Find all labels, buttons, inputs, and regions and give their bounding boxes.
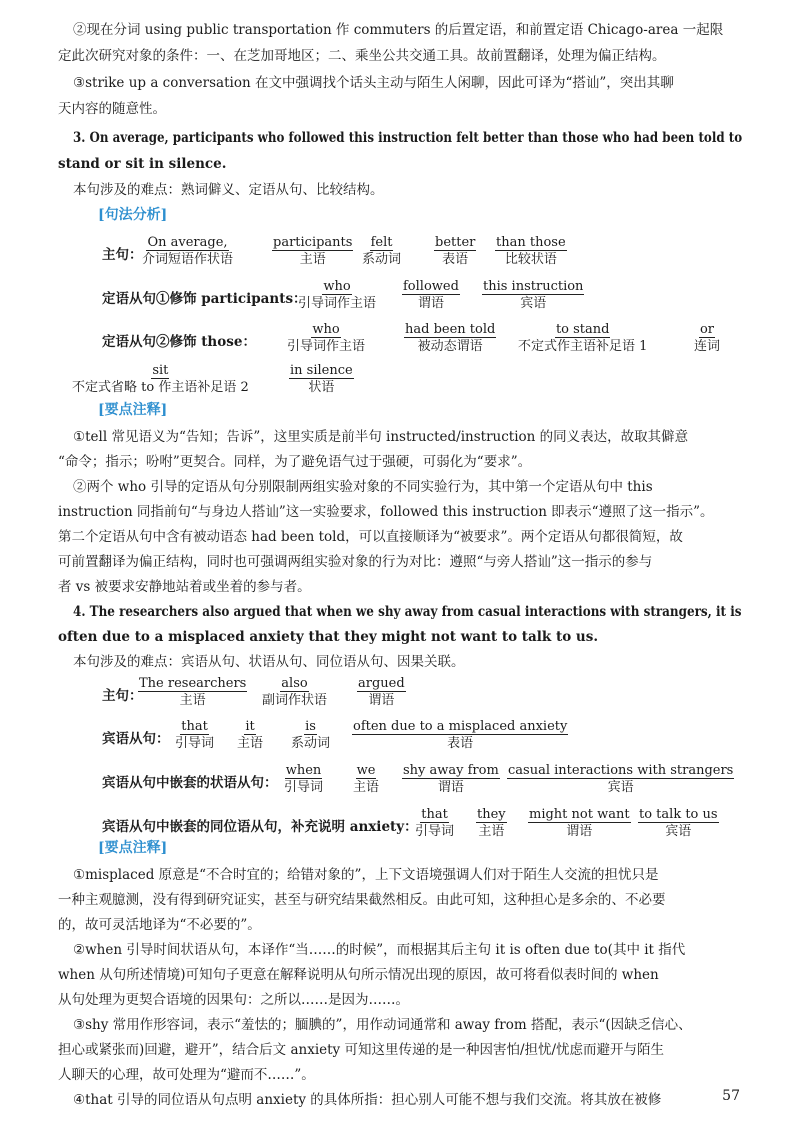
- s4-note-line: 担心或紧张而)回避，避开”，结合后文 anxiety 可知这里传递的是一种因害怕/担忧/忧虑而避开与陌生: [58, 1042, 665, 1058]
- s4-app-3: to talk to us 宾语: [639, 807, 718, 839]
- section-3-title-line-1: 3. On average, participants who followed this instruction felt better than those who had been told to: [73, 130, 743, 146]
- s4-app-2: might not want 谓语: [529, 807, 630, 839]
- s4-note-line: 的，故可灵活地译为“不必要的”。: [58, 917, 261, 933]
- s3-rel2-2: to stand 不定式作主语补足语 1: [518, 322, 648, 354]
- s3-note-line: ①tell 常见语义为“告知；告诉”，这里实质是前半句 instructed/instruction 的同义表达，故取其僻意: [73, 429, 689, 445]
- s4-adv-0: when 引导词: [284, 763, 324, 795]
- s3-main-3: better 表语: [435, 235, 476, 267]
- s3-note-line: 第二个定语从句中含有被动语态 had been told，可以直接顺译为“被要求”。两个定语从句都很简短，故: [58, 529, 683, 545]
- s3-main-label: 主句：: [102, 247, 143, 263]
- note-2-line-2: 定此次研究对象的条件：一、在芝加哥地区；二、乘坐公共交通工具。故前置翻译，处理为偏正结构。: [58, 48, 666, 64]
- s3-note-line: instruction 同指前句“与身边人搭讪”这一实验要求，followed this instruction 即表示“遵照了这一指示”。: [58, 504, 714, 520]
- s4-note-line: ②when 引导时间状语从句，本译作“当……的时候”，而根据其后主句 it is often due to(其中 it 指代: [73, 942, 686, 958]
- s4-note-line: 人聊天的心理，故可处理为“避而不……”。: [58, 1067, 315, 1083]
- s4-note-line: 从句处理为更契合语境的因果句：之所以……是因为……。: [58, 992, 409, 1008]
- s3-rel1-2: this instruction 宾语: [483, 279, 584, 311]
- s4-obj-3: often due to a misplaced anxiety 表语: [353, 719, 568, 751]
- s4-app-label: 宾语从句中嵌套的同位语从句，补充说明 anxiety：: [102, 819, 418, 835]
- s4-note-line: when 从句所述情境)可知句子更意在解释说明从句所示情况出现的原因，故可将看似表时间的 when: [58, 967, 659, 983]
- s4-obj-1: it 主语: [237, 719, 264, 751]
- s4-app-1: they 主语: [477, 807, 506, 839]
- section-3-difficulty: 本句涉及的难点：熟词僻义、定语从句、比较结构。: [73, 182, 384, 198]
- s4-adv-1: we 主语: [353, 763, 380, 795]
- s3-rel2b-0: sit 不定式省略 to 作主语补足语 2: [72, 363, 249, 395]
- s4-adv-3: casual interactions with strangers 宾语: [508, 763, 734, 795]
- s3-note-line: 者 vs 被要求安静地站着或坐着的参与者。: [58, 579, 311, 595]
- s4-note-line: 一种主观臆测，没有得到研究证实，甚至与研究结果截然相反。由此可知，这种担心是多余的、不必要: [58, 892, 666, 908]
- section-4-title-line-1: 4. The researchers also argued that when we shy away from casual interactions with strangers, it is: [73, 604, 742, 620]
- s4-obj-0: that 引导词: [175, 719, 215, 751]
- s3-note-line: “命令；指示；吩咐”更契合。同样，为了避免语气过于强硬，可弱化为“要求”。: [58, 454, 532, 470]
- note-2-line-1: ②现在分词 using public transportation 作 commuters 的后置定语，和前置定语 Chicago-area 一起限: [73, 22, 724, 38]
- page-number: 57: [722, 1088, 740, 1104]
- section-3-title-line-2: stand or sit in silence.: [58, 156, 227, 172]
- s4-adv-label: 宾语从句中嵌套的状语从句：: [102, 775, 278, 791]
- s3-rel2-3: or 连词: [694, 322, 721, 354]
- syntax-analysis-tag: [句法分析]: [98, 207, 168, 223]
- s4-obj-label: 宾语从句：: [102, 731, 170, 747]
- s3-main-0: On average, 介词短语作状语: [142, 235, 234, 267]
- s3-rel2b-1: in silence 状语: [290, 363, 353, 395]
- s3-rel2-label: 定语从句②修饰 those：: [102, 334, 256, 350]
- s3-rel1-0: who 引导词作主语: [298, 279, 377, 311]
- s4-main-label: 主句：: [102, 688, 143, 704]
- s3-notes-tag: [要点注释]: [98, 402, 168, 418]
- s4-obj-2: is 系动词: [291, 719, 331, 751]
- s3-rel2-0: who 引导词作主语: [287, 322, 366, 354]
- s3-rel1-label: 定语从句①修饰 participants：: [102, 291, 307, 307]
- s4-main-1: also 副词作状语: [262, 676, 328, 708]
- s4-app-0: that 引导词: [415, 807, 455, 839]
- s4-notes-tag: [要点注释]: [98, 840, 168, 856]
- s4-note-line: ④that 引导的同位语从句点明 anxiety 的具体所指：担心别人可能不想与我们交流。将其放在被修: [73, 1092, 662, 1108]
- s4-note-line: ①misplaced 原意是“不合时宜的；给错对象的”，上下文语境强调人们对于陌生人交流的担忧只是: [73, 867, 659, 883]
- note-3-line-1: ③strike up a conversation 在文中强调找个话头主动与陌生人闲聊，因此可译为“搭讪”，突出其聊: [73, 75, 674, 91]
- s3-rel2-1: had been told 被动态谓语: [405, 322, 496, 354]
- s3-note-line: ②两个 who 引导的定语从句分别限制两组实验对象的不同实验行为，其中第一个定语从句中 this: [73, 479, 653, 495]
- s3-main-1: participants 主语: [273, 235, 353, 267]
- s3-rel1-1: followed 谓语: [403, 279, 459, 311]
- s3-note-line: 可前置翻译为偏正结构，同时也可强调两组实验对象的行为对比：遵照“与旁人搭讪”这一指示的参与: [58, 554, 653, 570]
- s4-note-line: ③shy 常用作形容词，表示“羞怯的；腼腆的”，用作动词通常和 away from 搭配，表示“(因缺乏信心、: [73, 1017, 692, 1033]
- section-4-difficulty: 本句涉及的难点：宾语从句、状语从句、同位语从句、因果关联。: [73, 654, 465, 670]
- section-4-title-line-2: often due to a misplaced anxiety that they might not want to talk to us.: [58, 629, 599, 645]
- s4-main-0: The researchers 主语: [139, 676, 247, 708]
- s4-main-2: argued 谓语: [358, 676, 405, 708]
- note-3-line-2: 天内容的随意性。: [58, 101, 166, 117]
- s3-main-2: felt 系动词: [362, 235, 402, 267]
- s3-main-4: than those 比较状语: [496, 235, 566, 267]
- s4-adv-2: shy away from 谓语: [403, 763, 499, 795]
